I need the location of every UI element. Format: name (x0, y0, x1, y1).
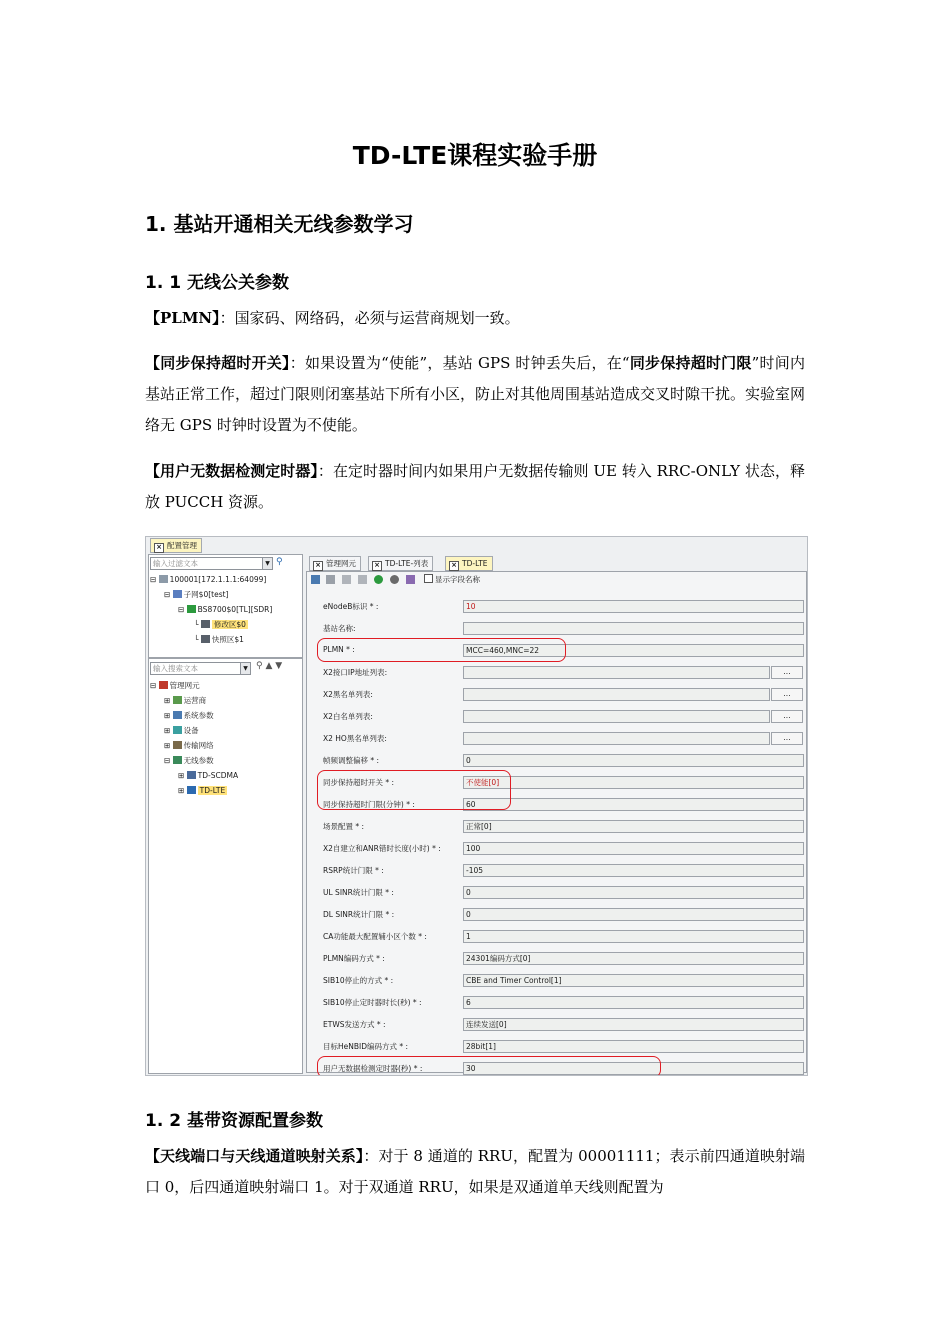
highlight-plmn (317, 638, 566, 662)
scene-config-field[interactable]: 正常[0] (463, 820, 804, 833)
sib10-timer-field[interactable]: 6 (463, 996, 804, 1009)
field-label: X2黑名单列表: (323, 690, 373, 699)
field-label: X2白名单列表: (323, 712, 373, 721)
x2-blacklist-field[interactable] (463, 688, 770, 701)
base-station-icon (187, 605, 196, 613)
subsection-heading-1: 1. 1 无线公关参数 (145, 273, 289, 293)
field-label: CA功能最大配置辅小区个数 * : (323, 932, 427, 941)
term-inactivity-timer: 【用户无数据检测定时器】 (145, 462, 318, 480)
sync-switch-field[interactable]: 不使能[0] (463, 776, 804, 789)
checkbox-icon[interactable] (424, 574, 433, 583)
paragraph-plmn (145, 303, 805, 334)
topology-tree (150, 572, 272, 647)
undo-icon[interactable] (326, 575, 335, 584)
field-label: PLMN * : (323, 645, 355, 654)
x2-ho-blacklist-field[interactable] (463, 732, 770, 745)
term-antenna-mapping: 【天线端口与天线通道映射关系】 (145, 1147, 364, 1165)
close-icon[interactable]: × (449, 561, 459, 571)
tree-node-system[interactable]: ⊞ 系统参数 (164, 711, 214, 720)
binoculars-icon[interactable] (390, 575, 399, 584)
tree-node-operator[interactable]: ⊞ 运营商 (164, 696, 207, 705)
field-label: SIB10停止定时器时长(秒) * : (323, 998, 422, 1007)
paragraph-antenna-mapping (145, 1141, 805, 1203)
field-label: PLMN编码方式 * : (323, 954, 385, 963)
tab-td-lte[interactable]: × TD-LTE (445, 556, 493, 571)
field-label: X2接口IP地址列表: (323, 668, 388, 677)
search-input[interactable]: 输入搜索文本 (150, 662, 242, 675)
inactivity-timer-field[interactable]: 30 (463, 1062, 804, 1075)
scdma-icon (187, 771, 196, 779)
etws-mode-field[interactable]: 连续发送[0] (463, 1018, 804, 1031)
search-icon[interactable]: ⚲ (276, 557, 283, 567)
document-title: TD-LTE课程实验手册 (352, 141, 598, 170)
tree-node-managed[interactable]: ⊟ 管理网元 (150, 681, 200, 690)
field-label: 同步保持超时开关 * : (323, 778, 395, 787)
copy-icon[interactable] (358, 575, 367, 584)
ul-sinr-threshold-field[interactable]: 0 (463, 886, 804, 899)
henbid-encoding-field[interactable]: 28bit[1] (463, 1040, 804, 1053)
filter-icon[interactable] (406, 575, 415, 584)
x2-ip-list-browse-button[interactable]: ... (771, 666, 803, 679)
field-label: 同步保持超时门限(分钟) * : (323, 800, 415, 809)
config-mgmt-tab[interactable] (150, 538, 202, 553)
tree-node-transport[interactable]: ⊞ 传输网络 (164, 741, 214, 750)
desc-sync-switch-1: ：如果设置为“使能”，基站 GPS 时钟丢失后，在“ (289, 354, 630, 372)
x2-blacklist-browse-button[interactable]: ... (771, 688, 803, 701)
desc-inactivity-timer: ：在定时器时间内如果用户无数据传输则 UE 转入 RRC-ONLY 状态，释放 PUCCH 资源。 (145, 462, 805, 511)
tree-node-wireless[interactable]: ⊟ 无线参数 (164, 756, 214, 765)
tree-node-td-scdma[interactable]: ⊞ TD-SCDMA (178, 771, 239, 780)
managed-tree (150, 678, 238, 798)
section-heading: 1. 基站开通相关无线参数学习 (145, 212, 414, 236)
config-screenshot (145, 536, 808, 1076)
filter-input[interactable]: 输入过滤文本 (150, 557, 264, 570)
filter-dropdown-icon[interactable]: ▼ (262, 557, 273, 570)
x2-ho-blacklist-browse-button[interactable]: ... (771, 732, 803, 745)
tab-td-lte-list[interactable]: × TD-LTE-列表 (368, 556, 433, 571)
stop-icon[interactable] (342, 575, 351, 584)
transport-icon (173, 741, 182, 749)
equipment-icon (173, 726, 182, 734)
field-label: ETWS发送方式 * : (323, 1020, 386, 1029)
network-icon (173, 590, 182, 598)
term-plmn: 【PLMN】 (145, 309, 220, 327)
enodeb-id-field[interactable]: 10 (463, 600, 804, 613)
operator-icon (173, 696, 182, 704)
dl-sinr-threshold-field[interactable]: 0 (463, 908, 804, 921)
server-icon (159, 575, 168, 583)
area-icon (201, 620, 210, 628)
field-label: eNodeB标识 * : (323, 602, 379, 611)
field-label: RSRP统计门限 * : (323, 866, 384, 875)
sib10-stop-mode-field[interactable]: CBE and Timer Control[1] (463, 974, 804, 987)
frame-offset-field[interactable]: 0 (463, 754, 804, 767)
config-mgmt-tab-label: 配置管理 (167, 541, 197, 550)
station-name-field[interactable] (463, 622, 804, 635)
highlight-inactivity-timer (317, 1056, 661, 1076)
highlight-sync (317, 770, 511, 810)
x2-whitelist-browse-button[interactable]: ... (771, 710, 803, 723)
field-label: X2 HO黑名单列表: (323, 734, 387, 743)
search-dropdown-icon[interactable]: ▼ (240, 662, 251, 675)
term-sync-switch: 【同步保持超时开关】 (145, 354, 290, 372)
field-label: 基站名称: (323, 624, 356, 633)
field-label: DL SINR统计门限 * : (323, 910, 395, 919)
desc-antenna-mapping: ：对于 8 通道的 RRU，配置为 00001111；表示前四通道映射端口 0，后四通道映射端口 1。对于双通道 RRU，如果是双通道单天线则配置为 (145, 1147, 805, 1196)
tree-node-modify-area[interactable]: └ 修改区$0 (194, 620, 246, 629)
close-icon[interactable]: × (372, 561, 382, 571)
rsrp-threshold-field[interactable]: -105 (463, 864, 804, 877)
subsection-heading-2: 1. 2 基带资源配置参数 (145, 1111, 323, 1131)
tree-node-subnet[interactable]: ⊟ 子网$0[test] (164, 590, 229, 599)
field-label: UL SINR统计门限 * : (323, 888, 394, 897)
desc-plmn: ：国家码、网络码，必须与运营商规划一致。 (219, 309, 520, 327)
field-label: SIB10停止的方式 * : (323, 976, 394, 985)
term-sync-threshold: 同步保持超时门限 (629, 354, 752, 372)
paragraph-sync-switch (145, 348, 805, 441)
close-icon[interactable]: × (313, 561, 323, 571)
paragraph-inactivity-timer (145, 456, 805, 518)
plmn-field[interactable]: MCC=460,MNC=22 (463, 644, 804, 657)
tree-node-equipment[interactable]: ⊞ 设备 (164, 726, 199, 735)
tab-managed-element[interactable]: × 管理网元 (309, 556, 361, 571)
x2-ip-list-field[interactable] (463, 666, 770, 679)
field-label: 目标HeNBID编码方式 * : (323, 1042, 409, 1051)
field-label: X2自建立和ANR错时长度(小时) * : (323, 844, 441, 853)
x2-anr-duration-field[interactable]: 100 (463, 842, 804, 855)
show-field-names-checkbox[interactable]: 显示字段名称 (424, 574, 480, 585)
field-label: 帧频调整偏移 * : (323, 756, 380, 765)
search-nav-icons[interactable]: ⚲ ▲ ▼ (256, 661, 283, 671)
x2-whitelist-field[interactable] (463, 710, 770, 723)
desc-sync-switch-2: ”时间内基站正常工作，超过门限则闭塞基站下所有小区，防止对其他周围基站造成交叉时隙干扰。实验室网络无 GPS 时钟时设置为不使能。 (145, 354, 806, 434)
close-icon[interactable]: × (154, 543, 164, 553)
wireless-icon (173, 756, 182, 764)
managed-icon (159, 681, 168, 689)
edit-icon[interactable] (311, 575, 320, 584)
refresh-icon[interactable] (374, 575, 383, 584)
system-icon (173, 711, 182, 719)
tree-node-td-lte[interactable]: ⊞ TD-LTE (178, 786, 226, 795)
plmn-encoding-field[interactable]: 24301编码方式[0] (463, 952, 804, 965)
sync-threshold-field[interactable]: 60 (463, 798, 804, 811)
tree-node-bs[interactable]: ⊟ BS8700$0[TL][SDR] (178, 605, 273, 614)
field-label: 用户无数据检测定时器(秒) * : (323, 1064, 423, 1073)
lte-icon (187, 786, 196, 794)
snapshot-icon (201, 635, 210, 643)
tree-node-root[interactable]: ⊟ 100001[172.1.1.1:64099] (150, 575, 267, 584)
tree-node-snapshot-area[interactable]: └ 快照区$1 (194, 635, 244, 644)
ca-max-scell-field[interactable]: 1 (463, 930, 804, 943)
field-label: 场景配置 * : (323, 822, 365, 831)
